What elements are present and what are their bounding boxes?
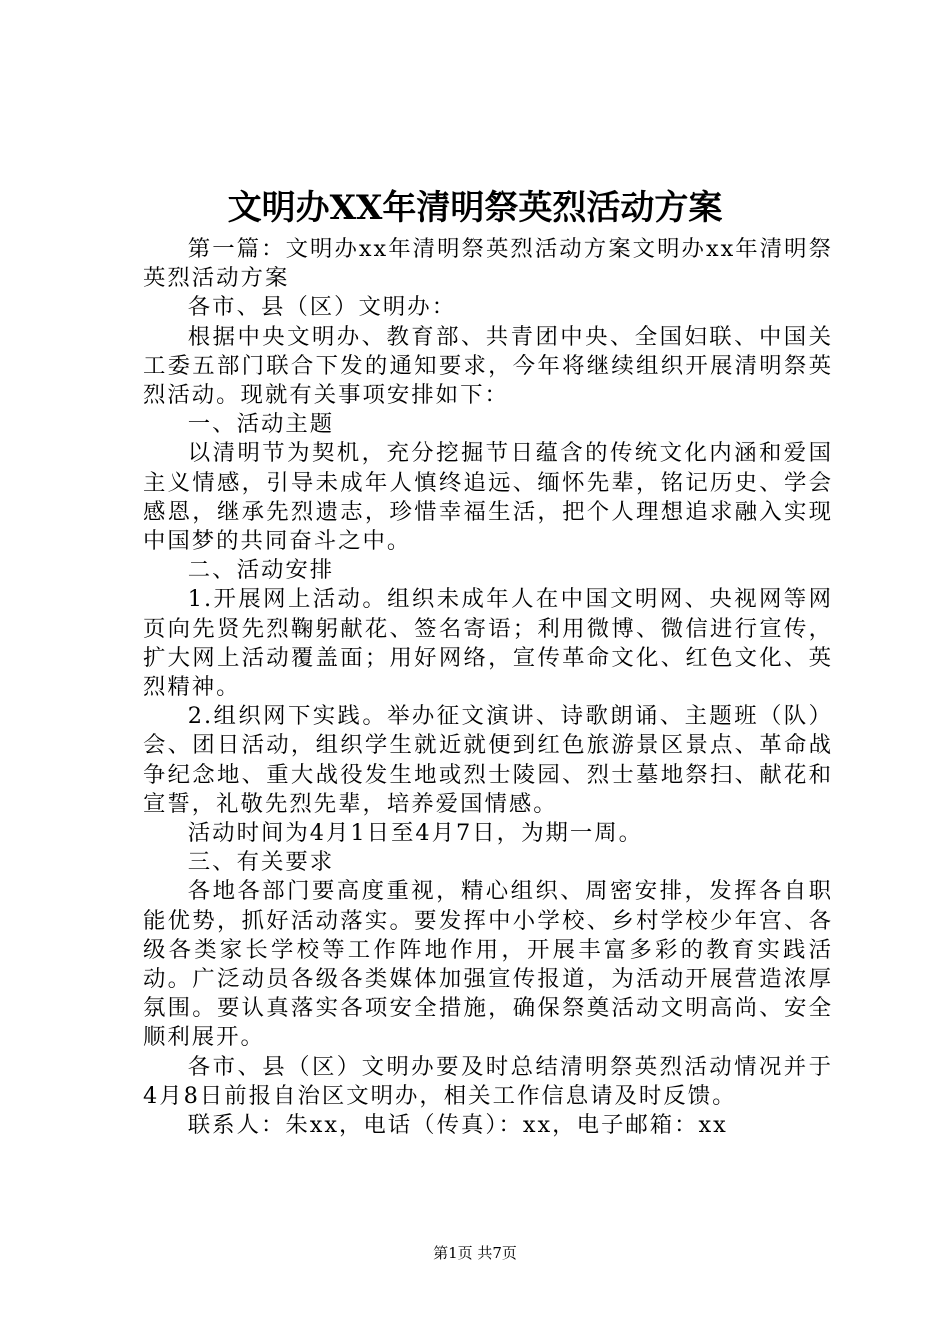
paragraph-theme: 以清明节为契机，充分挖掘节日蕴含的传统文化内涵和爱国主义情感，引导未成年人慎终追远、缅怀先辈，铭记历史、学会感恩，继承先烈遗志，珍惜幸福生活，把个人理想追求融入实现中国梦的共同奋斗之中。 bbox=[143, 440, 833, 555]
paragraph-background: 根据中央文明办、教育部、共青团中央、全国妇联、中国关工委五部门联合下发的通知要求，今年将继续组织开展清明祭英烈活动。现就有关事项安排如下： bbox=[143, 323, 833, 409]
document-title: 文明办XX年清明祭英烈活动方案 bbox=[227, 188, 723, 228]
paragraph-requirements: 各地各部门要高度重视，精心组织、周密安排，发挥各自职能优势，抓好活动落实。要发挥中小学校、乡村学校少年宫、各级各类家长学校等工作阵地作用，开展丰富多彩的教育实践活动。广泛动员各级各类媒体加强宣传报道，为活动开展营造浓厚氛围。要认真落实各项安全措施，确保祭奠活动文明高尚、安全顺利展开。 bbox=[143, 878, 833, 1051]
paragraph-intro: 第一篇：文明办xx年清明祭英烈活动方案文明办xx年清明祭英烈活动方案 bbox=[143, 236, 833, 292]
page-footer: 第1页 共7页 bbox=[433, 1244, 517, 1262]
paragraph-contact: 联系人：朱xx，电话（传真）：xx，电子邮箱：xx bbox=[187, 1112, 728, 1139]
section-heading-arrangement: 二、活动安排 bbox=[187, 557, 335, 584]
paragraph-online-activity: 1.开展网上活动。组织未成年人在中国文明网、央视网等网页向先贤先烈鞠躬献花、签名寄语；利用微博、微信进行宣传，扩大网上活动覆盖面；用好网络，宣传革命文化、红色文化、英烈精神。 bbox=[143, 586, 833, 701]
paragraph-offline-practice: 2.组织网下实践。举办征文演讲、诗歌朗诵、主题班（队）会、团日活动，组织学生就近就便到红色旅游景区景点、革命战争纪念地、重大战役发生地或烈士陵园、烈士墓地祭扫、献花和宣誓，礼敬先烈先辈，培养爱国情感。 bbox=[143, 703, 833, 817]
section-heading-requirements: 三、有关要求 bbox=[187, 849, 335, 876]
document-body bbox=[143, 235, 833, 1140]
section-heading-theme: 一、活动主题 bbox=[187, 411, 335, 438]
paragraph-salutation: 各市、县（区）文明办： bbox=[187, 294, 457, 321]
paragraph-activity-time: 活动时间为4月1日至4月7日，为期一周。 bbox=[187, 820, 644, 847]
paragraph-report: 各市、县（区）文明办要及时总结清明祭英烈活动情况并于4月8日前报自治区文明办，相关工作信息请及时反馈。 bbox=[143, 1053, 833, 1109]
